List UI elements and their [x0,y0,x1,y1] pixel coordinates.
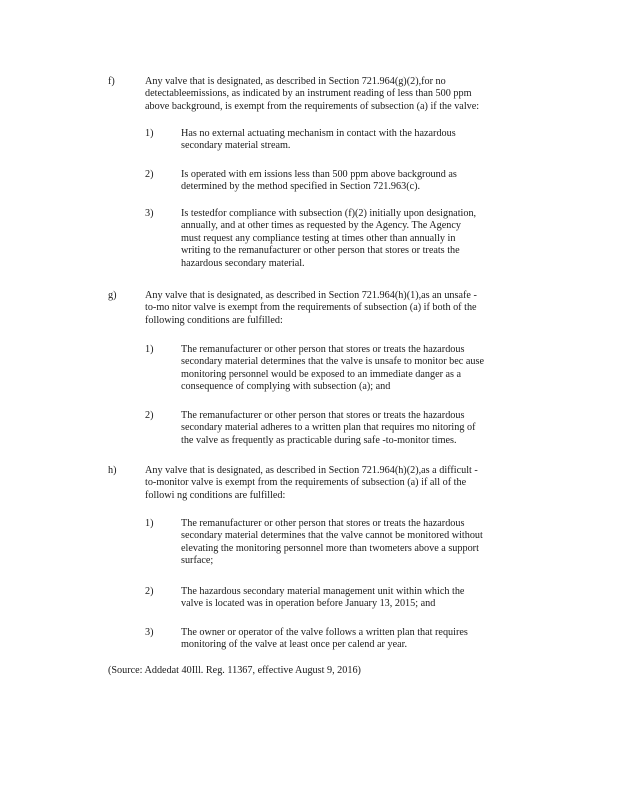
item-text [145,76,537,113]
text-line: Any valve that is designated, as described in Section 721.964(h)(2),as a difficult - [145,465,478,476]
text-line: must request any compliance testing at times other than annually in [181,232,456,244]
text-line: secondary material adheres to a written plan that requires mo nitoring of [181,422,476,434]
text-line: The remanufacturer or other person that stores or treats the hazardous [181,518,465,529]
subitem-text [181,586,537,611]
subitem-text [181,208,537,270]
text-line: elevating the monitoring personnel more than twometers above a support [181,542,479,554]
subitem-marker: 1) [145,344,154,355]
subitem-text [181,169,537,194]
subitem-marker: 1) [145,518,154,529]
subitem-text [181,410,537,447]
subitem-marker: 2) [145,586,154,597]
text-line: Is operated with em issions less than 500 ppm above background as [181,169,457,180]
subitem-marker: 3) [145,627,154,638]
subitem-text [181,128,537,153]
item-marker: h) [108,465,117,476]
text-line: surface; [181,555,214,567]
item-marker: g) [108,290,117,301]
text-line: secondary material determines that the valve cannot be monitored without [181,530,483,542]
text-line: The remanufacturer or other person that stores or treats the hazardous [181,344,465,355]
text-line: monitoring of the valve at least once per calend ar year. [181,639,408,651]
subitem-text [181,344,537,394]
subitem-marker: 3) [145,208,154,219]
text-line: Is testedfor compliance with subsection (f)(2) initially upon designation, [181,208,477,219]
text-line: valve is located was in operation before January 13, 2015; and [181,598,436,610]
text-line: The remanufacturer or other person that stores or treats the hazardous [181,410,465,421]
item-text [145,290,537,327]
text-line: secondary material determines that the valve is unsafe to monitor bec ause [181,356,484,368]
text-line: detectableemissions, as indicated by an instrument reading of less than 500 ppm [145,88,472,100]
text-line: monitoring personnel would be exposed to an immediate danger as a [181,368,462,380]
text-line: to-monitor valve is exempt from the requirements of subsection (a) if all of the [145,477,467,489]
text-line: secondary material stream. [181,140,291,152]
text-line: followi ng conditions are fulfilled: [145,489,286,501]
text-line: to-mo nitor valve is exempt from the requirements of subsection (a) if both of the [145,302,477,314]
subitem-text [181,627,537,652]
text-line: consequence of complying with subsection (a); and [181,381,391,393]
text-line: determined by the method specified in Section 721.963(c). [181,181,421,193]
subitem-marker: 2) [145,410,154,421]
item-text [145,465,537,502]
source-note: (Source: Addedat 40Ill. Reg. 11367, effective August 9, 2016) [108,665,361,676]
text-line: above background, is exempt from the requirements of subsection (a) if the valve: [145,100,480,112]
text-line: Any valve that is designated, as described in Section 721.964(g)(2),for no [145,76,446,87]
text-line: annually, and at other times as requested by the Agency. The Agency [181,220,461,232]
text-line: The owner or operator of the valve follows a written plan that requires [181,627,468,638]
text-line: following conditions are fulfilled: [145,314,283,326]
subitem-text [181,518,537,568]
text-line: hazardous secondary material. [181,257,305,269]
text-line: The hazardous secondary material management unit within which the [181,586,465,597]
subitem-marker: 2) [145,169,154,180]
subitem-marker: 1) [145,128,154,139]
text-line: writing to the remanufacturer or other person that stores or treats the [181,245,460,257]
text-line: the valve as frequently as practicable during safe -to-monitor times. [181,434,457,446]
text-line: Has no external actuating mechanism in contact with the hazardous [181,128,456,139]
item-marker: f) [108,76,115,87]
text-line: Any valve that is designated, as described in Section 721.964(h)(1),as an unsafe - [145,290,477,301]
